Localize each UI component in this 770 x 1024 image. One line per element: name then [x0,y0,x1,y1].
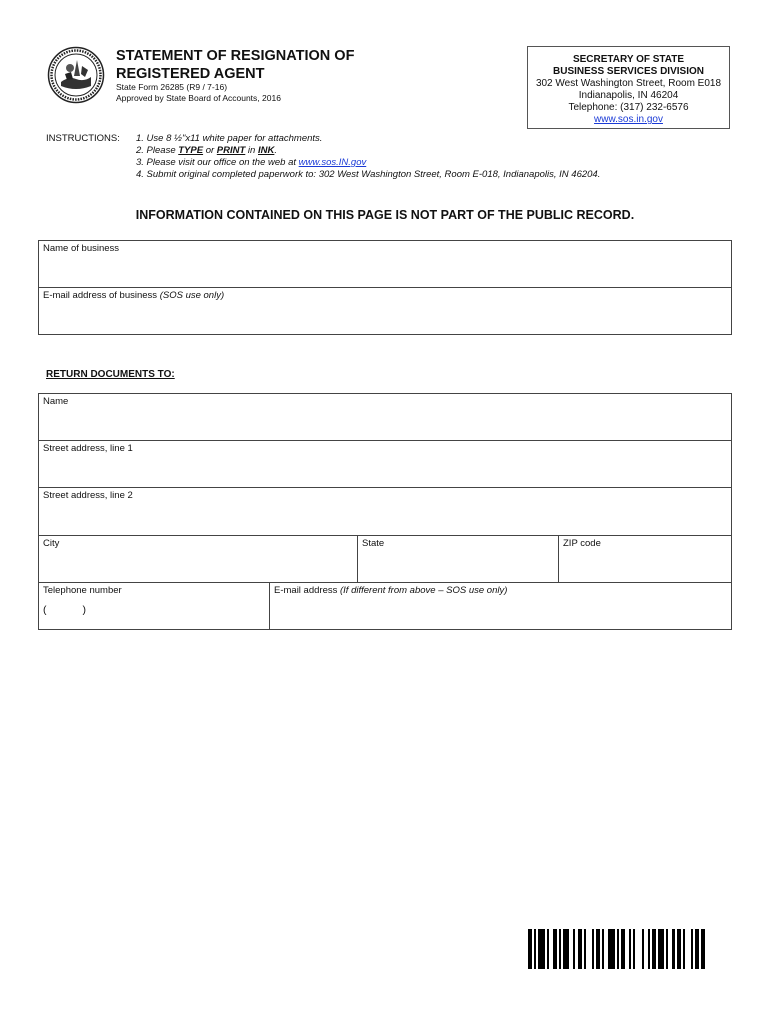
title-line-2: REGISTERED AGENT [116,66,265,82]
office-division: BUSINESS SERVICES DIVISION [553,66,704,77]
street-line2-field[interactable] [38,487,732,535]
approval-note: Approved by State Board of Accounts, 2016 [116,93,281,103]
indiana-state-seal-icon [47,46,105,104]
city-label: City [43,538,60,549]
instructions-label: INSTRUCTIONS: [46,133,120,144]
street-line1-field[interactable] [38,440,732,487]
sos-website-link[interactable]: www.sos.IN.gov [298,157,367,168]
barcode-bar [705,929,707,969]
city-field[interactable] [38,535,357,582]
instruction-2: 2. Please TYPE or PRINT in INK. [136,145,277,156]
telephone-field[interactable] [38,582,269,630]
street-line2-label: Street address, line 2 [43,490,133,501]
return-email-label: E-mail address [274,585,340,596]
office-address-line2: Indianapolis, IN 46204 [578,90,679,101]
telephone-label: Telephone number [43,585,122,596]
title-line-1: STATEMENT OF RESIGNATION OF [116,48,355,64]
telephone-area-code: ( ) [43,604,86,616]
instruction-1: 1. Use 8 ½"x11 white paper for attachments. [136,133,323,144]
state-field[interactable] [357,535,558,582]
zip-field[interactable] [558,535,732,582]
barcode-icon [528,929,708,969]
zip-label: ZIP code [563,538,601,549]
street-line1-label: Street address, line 1 [43,443,133,454]
return-documents-heading: RETURN DOCUMENTS TO: [46,369,175,380]
office-address-line1: 302 West Washington Street, Room E018 [535,78,722,89]
instruction-3: 3. Please visit our office on the web at www.sos.IN.gov [136,157,367,168]
business-email-field[interactable] [38,287,732,335]
public-record-notice: INFORMATION CONTAINED ON THIS PAGE IS NOT PART OF THE PUBLIC RECORD. [135,208,635,222]
office-phone: Telephone: (317) 232-6576 [568,102,689,113]
office-address-box [527,46,730,129]
state-label: State [362,538,385,549]
business-email-label: E-mail address of business [43,290,160,301]
return-email-field[interactable] [269,582,732,630]
return-name-label: Name [43,396,69,407]
instructions-list [136,133,600,181]
office-website-link[interactable]: www.sos.in.gov [594,114,663,125]
business-name-label: Name of business [43,243,120,254]
instruction-4: 4. Submit original completed paperwork to: 302 West Washington Street, Room E-018, Indianapolis, IN 46204. [136,169,601,180]
form-title [116,47,416,83]
business-email-note: (SOS use only) [159,290,225,301]
return-email-note: (If different from above – SOS use only) [340,585,508,596]
form-number: State Form 26285 (R9 / 7-16) [116,82,228,92]
return-name-field[interactable] [38,393,732,440]
business-name-field[interactable] [38,240,732,287]
office-name: SECRETARY OF STATE [572,54,685,65]
